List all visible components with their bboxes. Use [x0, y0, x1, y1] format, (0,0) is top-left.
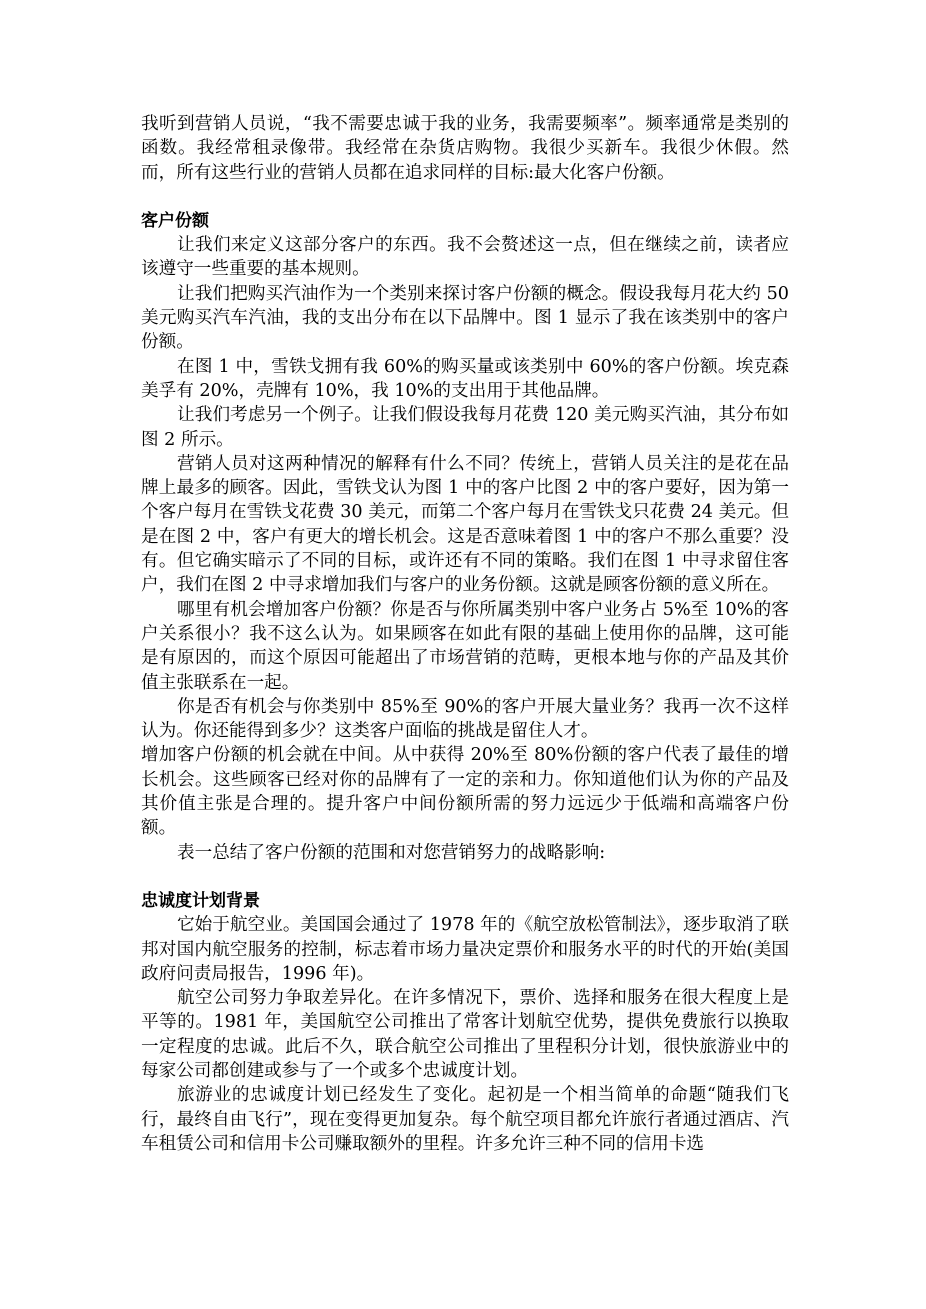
- paragraph: 哪里有机会增加客户份额？你是否与你所属类别中客户业务占 5%至 10%的客户关系很小？我不这么认为。如果顾客在如此有限的基础上使用你的品牌，这可能是有原因的，而这个原因可能超出了市场营销的范畴，更根本地与你的产品及其价值主张联系在一起。: [141, 599, 789, 693]
- paragraph: 你是否有机会与你类别中 85%至 90%的客户开展大量业务？我再一次不这样认为。你还能得到多少？这类客户面临的挑战是留住人才。: [141, 696, 789, 742]
- paragraph-table-intro: 表一总结了客户份额的范围和对您营销努力的战略影响:: [177, 842, 606, 863]
- paragraph: 航空公司努力争取差异化。在许多情况下，票价、选择和服务在很大程度上是平等的。1981 年，美国航空公司推出了常客计划航空优势，提供免费旅行以换取一定程度的忠诚。此后不久，联合航空公司推出了里程积分计划，很快旅游业中的每家公司都创建或参与了一个或多个忠诚度计划。: [141, 988, 789, 1081]
- intro-paragraph: 我听到营销人员说，“我不需要忠诚于我的业务，我需要频率”。频率通常是类别的函数。我经常租录像带。我经常在杂货店购物。我很少买新车。我很少休假。然而，所有这些行业的营销人员都在追求同样的目标:最大化客户份额。: [141, 114, 789, 183]
- section-heading-customer-share: 客户份额: [141, 210, 209, 231]
- paragraph: 它始于航空业。美国国会通过了 1978 年的《航空放松管制法》，逐步取消了联邦对国内航空服务的控制，标志着市场力量决定票价和服务水平的时代的开始(美国政府问责局报告，1996 年)。: [141, 915, 789, 984]
- paragraph-flush: 增加客户份额的机会就在中间。从中获得 20%至 80%份额的客户代表了最佳的增长机会。这些顾客已经对你的品牌有了一定的亲和力。你知道他们认为你的产品及其价值主张是合理的。提升客户中间份额所需的努力远远少于低端和高端客户份额。: [141, 745, 789, 839]
- paragraph: 营销人员对这两种情况的解释有什么不同？传统上，营销人员关注的是花在品牌上最多的顾客。因此，雪铁戈认为图 1 中的客户比图 2 中的客户要好，因为第一个客户每月在雪铁戈花费 30 美元，而第二个客户每月在雪铁戈只花费 24 美元。但是在图 2 中，客户有更大的增长机会。这是否意味着图 1 中的客户不那么重要？没有。但它确实暗示了不同的目标，或许还有不同的策略。我们在图 1 中寻求留住客户，我们在图 2 中寻求增加我们与客户的业务份额。这就是顾客份额的意义所在。: [141, 453, 789, 596]
- paragraph: 旅游业的忠诚度计划已经发生了变化。起初是一个相当简单的命题“随我们飞行，最终自由飞行”，现在变得更加复杂。每个航空项目都允许旅行者通过酒店、汽车租赁公司和信用卡公司赚取额外的里程。许多允许三种不同的信用卡选: [141, 1085, 789, 1154]
- section-heading-loyalty-background: 忠诚度计划背景: [141, 890, 260, 911]
- spacer: [141, 865, 789, 889]
- document-page: [141, 112, 789, 1156]
- paragraph: 让我们考虑另一个例子。让我们假设我每月花费 120 美元购买汽油，其分布如图 2 所示。: [141, 405, 789, 450]
- paragraph: 让我们把购买汽油作为一个类别来探讨客户份额的概念。假设我每月花大约 50 美元购买汽车汽油，我的支出分布在以下品牌中。图 1 显示了我在该类别中的客户份额。: [141, 283, 789, 353]
- paragraph: 在图 1 中，雪铁戈拥有我 60%的购买量或该类别中 60%的客户份额。埃克森美孚有 20%，壳牌有 10%，我 10%的支出用于其他品牌。: [141, 356, 789, 401]
- paragraph: 让我们来定义这部分客户的东西。我不会赘述这一点，但在继续之前，读者应该遵守一些重要的基本规则。: [141, 235, 789, 280]
- spacer: [141, 185, 789, 209]
